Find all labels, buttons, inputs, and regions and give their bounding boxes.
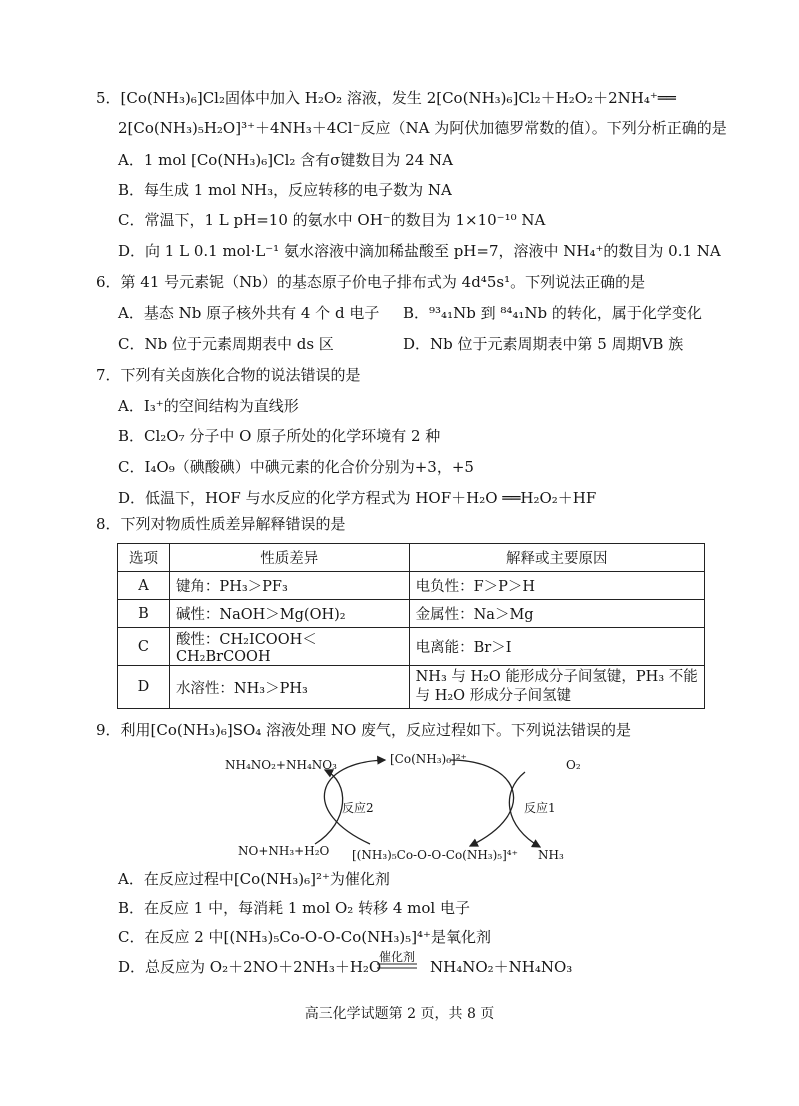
table-cell: D: [118, 666, 170, 709]
table-row: [118, 628, 705, 666]
table-cell: 金属性：Na＞Mg: [409, 600, 704, 628]
diagram-top-right: O₂: [566, 758, 581, 772]
table-cell: 酸性：CH₂ICOOH＜CH₂BrCOOH: [169, 628, 409, 666]
table-header: 解释或主要原因: [409, 544, 704, 572]
catalyst-label: 催化剂: [378, 950, 415, 964]
table-row: [118, 666, 705, 709]
q9-option-a: A．在反应过程中[Co(NH₃)₆]²⁺为催化剂: [118, 870, 390, 888]
q5-stem-line2: 2[Co(NH₃)₅H₂O]³⁺＋4NH₃＋4Cl⁻反应（NA 为阿伏加德罗常数的值）。下列分析正确的是: [118, 119, 727, 137]
table-cell: 水溶性：NH₃＞PH₃: [169, 666, 409, 709]
q9-option-b: B．在反应 1 中，每消耗 1 mol O₂ 转移 4 mol 电子: [118, 899, 470, 917]
table-cell-multiline: [409, 666, 704, 709]
q6-option-c: C．Nb 位于元素周期表中 ds 区: [118, 335, 334, 353]
q7-stem: 7．下列有关卤族化合物的说法错误的是: [96, 366, 361, 384]
q5-stem-line1: 5．[Co(NH₃)₆]Cl₂固体中加入 H₂O₂ 溶液，发生 2[Co(NH₃)₆]Cl₂＋H₂O₂＋2NH₄⁺══: [96, 89, 676, 107]
table-cell: A: [118, 572, 170, 600]
table-row: [118, 572, 705, 600]
q5-option-c: C．常温下，1 L pH=10 的氨水中 OH⁻的数目为 1×10⁻¹⁰ NA: [118, 211, 546, 229]
q7-option-d: D．低温下，HOF 与水反应的化学方程式为 HOF＋H₂O ══H₂O₂＋HF: [118, 489, 597, 507]
q9-stem: 9．利用[Co(NH₃)₆]SO₄ 溶液处理 NO 废气，反应过程如下。下列说法错误的是: [96, 721, 632, 739]
diagram-reaction2-label: 反应2: [342, 801, 374, 815]
q5-option-a: A．1 mol [Co(NH₃)₆]Cl₂ 含有σ键数目为 24 NA: [118, 151, 453, 169]
table-header: 选项: [118, 544, 170, 572]
q6-option-b: B．⁹³₄₁Nb 到 ⁸⁴₄₁Nb 的转化，属于化学变化: [403, 304, 702, 322]
diagram-reaction1-label: 反应1: [524, 801, 556, 815]
table-cell: C: [118, 628, 170, 666]
q8-table: [117, 543, 705, 709]
diagram-bottom-center: [(NH₃)₅Co-O-O-Co(NH₃)₅]⁴⁺: [352, 848, 518, 862]
table-header-row: [118, 544, 705, 572]
table-header: 性质差异: [169, 544, 409, 572]
diagram-bottom-right: NH₃: [538, 848, 564, 862]
page-footer: 高三化学试题第 2 页，共 8 页: [304, 1006, 495, 1022]
q5-option-d: D．向 1 L 0.1 mol·L⁻¹ 氨水溶液中滴加稀盐酸至 pH=7，溶液中 NH₄⁺的数目为 0.1 NA: [118, 242, 721, 260]
q8-stem: 8．下列对物质性质差异解释错误的是: [96, 515, 346, 533]
cycle-arc-right: [450, 760, 514, 846]
q6-stem: 6．第 41 号元素铌（Nb）的基态原子价电子排布式为 4d⁴5s¹。下列说法正确的是: [96, 273, 646, 291]
q9-option-d: D．总反应为 O₂＋2NO＋2NH₃＋H₂O: [118, 958, 382, 976]
q9-option-c: C．在反应 2 中[(NH₃)₅Co-O-O-Co(NH₃)₅]⁴⁺是氧化剂: [118, 928, 491, 946]
q6-option-a: A．基态 Nb 原子核外共有 4 个 d 电子: [118, 304, 380, 322]
table-cell: B: [118, 600, 170, 628]
q7-option-b: B．Cl₂O₇ 分子中 O 原子所处的化学环境有 2 种: [118, 427, 441, 445]
q6-option-d: D．Nb 位于元素周期表中第 5 周期VB 族: [403, 335, 684, 353]
table-cell: 电负性：F＞P＞H: [409, 572, 704, 600]
q7-option-a: A．I₃⁺的空间结构为直线形: [118, 397, 299, 415]
diagram-bottom-left: NO+NH₃+H₂O: [238, 844, 330, 858]
table-row: [118, 600, 705, 628]
table-cell: 键角：PH₃＞PF₃: [169, 572, 409, 600]
table-cell-line: 与 H₂O 形成分子间氢键: [415, 688, 572, 704]
q7-option-c: C．I₄O₉（碘酸碘）中碘元素的化合价分别为+3，+5: [118, 458, 474, 476]
q9-option-d-products: NH₄NO₂＋NH₄NO₃: [430, 958, 573, 976]
table-cell: 碱性：NaOH＞Mg(OH)₂: [169, 600, 409, 628]
table-cell-line: NH₃ 与 H₂O 能形成分子间氢键，PH₃ 不能: [415, 669, 698, 685]
diagram-top-center: [Co(NH₃)₆]²⁺: [390, 752, 467, 766]
q5-option-b: B．每生成 1 mol NH₃，反应转移的电子数为 NA: [118, 181, 452, 199]
table-cell: 电离能：Br＞I: [409, 628, 704, 666]
diagram-top-left: NH₄NO₂+NH₄NO₃: [225, 758, 337, 772]
reaction-cycle-diagram: [220, 752, 600, 864]
equation-double-line: [377, 962, 417, 970]
